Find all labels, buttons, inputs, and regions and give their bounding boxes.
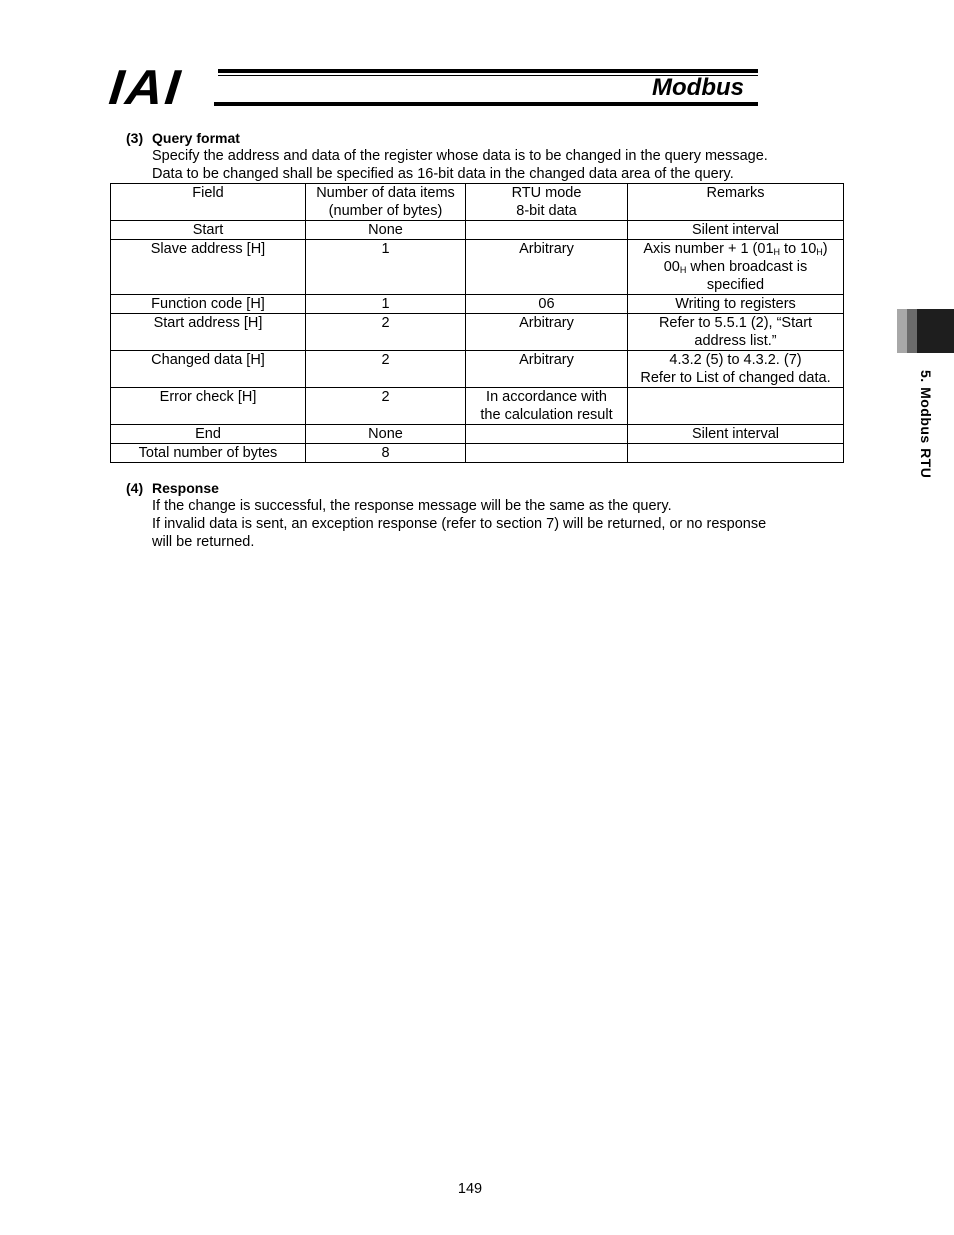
cell-items: None <box>306 221 466 240</box>
cell-rtu: Arbitrary <box>466 351 628 388</box>
cell-remarks: Silent interval <box>628 425 844 444</box>
cell-rtu: 06 <box>466 295 628 314</box>
cell-remarks <box>628 388 844 425</box>
table-row <box>111 295 844 314</box>
cell-rtu <box>466 444 628 463</box>
cell-items: None <box>306 425 466 444</box>
cell-rtu <box>466 221 628 240</box>
side-tab-light <box>897 309 907 353</box>
table-row <box>111 388 844 425</box>
cell-rtu <box>466 425 628 444</box>
cell-field: Start address [H] <box>111 314 306 351</box>
table-row <box>111 444 844 463</box>
cell-field: Slave address [H] <box>111 240 306 295</box>
table-row <box>111 240 844 295</box>
header-rule-bottom <box>214 102 758 106</box>
cell-items: 8 <box>306 444 466 463</box>
table-row <box>111 221 844 240</box>
query-format-table <box>110 183 844 463</box>
section-3-title: Query format <box>152 130 240 146</box>
table-row <box>111 351 844 388</box>
page-number: 149 <box>457 1181 483 1197</box>
iai-logo: IAI <box>106 61 185 115</box>
cell-items: 2 <box>306 388 466 425</box>
table-header-row <box>111 184 844 221</box>
section-4-number: (4) <box>126 480 144 496</box>
section-3-line-1: Specify the address and data of the register whose data is to be changed in the query message. <box>152 148 768 164</box>
section-4-line-3: will be returned. <box>152 534 255 550</box>
header-remarks: Remarks <box>628 184 844 221</box>
cell-items: 1 <box>306 240 466 295</box>
section-3-line-2: Data to be changed shall be specified as 16-bit data in the changed data area of the query. <box>152 166 734 182</box>
header-title: Modbus <box>652 74 744 101</box>
cell-field: End <box>111 425 306 444</box>
section-4-title: Response <box>152 480 219 496</box>
header-rule-top <box>218 69 758 73</box>
section-4-line-2: If invalid data is sent, an exception response (refer to section 7) will be returned, or no response <box>152 516 767 532</box>
section-3-heading <box>126 129 240 147</box>
header-field: Field <box>111 184 306 221</box>
side-tab-label: 5. Modbus RTU <box>918 370 934 479</box>
header-items: Number of data items (number of bytes) <box>306 184 466 221</box>
cell-remarks <box>628 444 844 463</box>
cell-items: 2 <box>306 314 466 351</box>
section-4-heading <box>126 479 219 497</box>
cell-remarks: 4.3.2 (5) to 4.3.2. (7) Refer to List of changed data. <box>628 351 844 388</box>
section-4-line-1: If the change is successful, the response message will be the same as the query. <box>152 498 672 514</box>
cell-remarks: Axis number + 1 ($01_H$ to $10_H$) $00_H$ when broadcast is specified <box>628 240 844 295</box>
cell-field: Start <box>111 221 306 240</box>
side-tab-mid <box>907 309 917 353</box>
section-3-number: (3) <box>126 130 144 146</box>
cell-remarks: Silent interval <box>628 221 844 240</box>
side-tab-dark <box>917 309 954 353</box>
cell-rtu: Arbitrary <box>466 240 628 295</box>
cell-remarks: Refer to 5.5.1 (2), “Start address list.” <box>628 314 844 351</box>
cell-field: Function code [H] <box>111 295 306 314</box>
cell-field: Error check [H] <box>111 388 306 425</box>
cell-field: Changed data [H] <box>111 351 306 388</box>
cell-rtu: Arbitrary <box>466 314 628 351</box>
cell-remarks: Writing to registers <box>628 295 844 314</box>
header-rtu: RTU mode 8-bit data <box>466 184 628 221</box>
cell-rtu: In accordance with the calculation result <box>466 388 628 425</box>
cell-field: Total number of bytes <box>111 444 306 463</box>
table-row <box>111 425 844 444</box>
cell-items: 1 <box>306 295 466 314</box>
cell-items: 2 <box>306 351 466 388</box>
table-row <box>111 314 844 351</box>
